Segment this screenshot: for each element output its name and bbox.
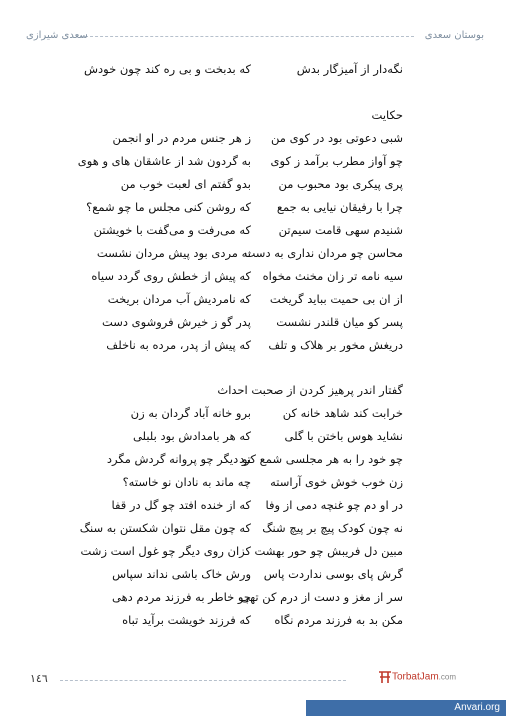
hemistich-second: که فرزند خویشت برآید تباه xyxy=(122,613,251,627)
hemistich-first: پری پیکری بود محبوب من xyxy=(278,177,403,191)
hemistich-second: که می‌رفت و می‌گفت با خویشتن xyxy=(93,223,251,237)
hemistich-first: مکن بد به فرزند مردم نگاه xyxy=(274,613,403,627)
hemistich-second: که پیش از پدر، مرده به ناخلف xyxy=(106,338,251,352)
hemistich-first: گرش پای بوسی نداردت پاس xyxy=(263,567,403,581)
hemistich-first: نگه‌دار از آمیزگار بدش xyxy=(296,62,403,76)
site-brand[interactable] xyxy=(378,670,456,684)
couplet xyxy=(0,586,506,608)
hemistich-second: چو خاطر به فرزند مردم دهی xyxy=(112,590,251,604)
hemistich-second: بدو گفتم ای لعبت خوب من xyxy=(120,177,251,191)
page-footer xyxy=(0,664,506,716)
couplet xyxy=(0,127,506,149)
hemistich-first: محاسن چو مردان نداری به دست xyxy=(244,246,403,260)
couplet xyxy=(0,540,506,562)
header-divider xyxy=(80,36,414,37)
hemistich-first: شبی دعوتی بود در کوی من xyxy=(271,131,403,145)
hemistich-first: از ان بی حمیت بباید گریخت xyxy=(269,292,403,306)
hemistich-second: ورش خاک باشی نداند سپاس xyxy=(112,567,251,581)
couplet xyxy=(0,517,506,539)
couplet xyxy=(0,609,506,631)
hemistich-first: مبین دل فریبش چو حور بهشت xyxy=(254,544,403,558)
hemistich-second: که هر بامدادش بود بلبلی xyxy=(132,429,251,443)
author-name: سعدی شیرازی xyxy=(26,30,88,41)
hemistich-second: که پیش از خطش روی گردد سیاه xyxy=(91,269,251,283)
poem-body xyxy=(0,58,506,668)
hemistich-second: چه ماند به نادان نو خاسته؟ xyxy=(122,475,251,489)
site-name: TorbatJam xyxy=(391,671,439,683)
hemistich-first: سیه نامه تر زان مخنث مخواه xyxy=(262,269,403,283)
couplet xyxy=(0,242,506,264)
couplet xyxy=(0,494,506,516)
hemistich-first: سر از مغز و دست از درم کن تهی xyxy=(240,590,403,604)
hemistich-second: که از خنده افتد چو گل در قفا xyxy=(111,498,251,512)
hemistich-second: ز هر جنس مردم در او انجمن xyxy=(112,131,251,145)
hemistich-first: شنیدم سهی قامت سیم‌تن xyxy=(278,223,403,237)
footer-divider xyxy=(60,680,346,681)
couplet xyxy=(0,58,506,80)
hemistich-second: که نامردیش آب مردان بریخت xyxy=(107,292,251,306)
hemistich-second: پدر گو ز خیرش فروشوی دست xyxy=(101,315,251,329)
page-header xyxy=(0,0,506,60)
section-title: حکایت xyxy=(371,108,403,122)
couplet xyxy=(0,219,506,241)
book-title: بوستان سعدی xyxy=(424,30,484,41)
couplet xyxy=(0,425,506,447)
hemistich-first: خرابت کند شاهد خانه کن xyxy=(282,406,403,420)
hemistich-first: زن خوب خوش خوی آراسته xyxy=(270,475,403,489)
hemistich-first: چرا با رفیقان نیایی به جمع xyxy=(276,200,403,214)
torbatjam-logo-icon xyxy=(378,670,392,684)
watermark-bar xyxy=(306,700,506,716)
hemistich-first: در او دم چو غنچه دمی از وفا xyxy=(265,498,403,512)
hemistich-second: به گردون شد از عاشقان های و هوی xyxy=(77,154,251,168)
section-title: گفتار اندر پرهیز کردن از صحبت احداث xyxy=(217,383,403,397)
hemistich-second: که بدبخت و بی ره کند چون خودش xyxy=(84,62,251,76)
couplet xyxy=(0,288,506,310)
couplet xyxy=(0,196,506,218)
hemistich-second: نه مردی بود پیش مردان نشست xyxy=(96,246,251,260)
hemistich-second: برو خانه آباد گردان به زن xyxy=(130,406,251,420)
couplet xyxy=(0,402,506,424)
hemistich-first: نشاید هوس باختن با گلی xyxy=(284,429,403,443)
couplet xyxy=(0,448,506,470)
couplet xyxy=(0,563,506,585)
watermark-text: Anvari.org xyxy=(454,702,500,713)
hemistich-second: که چون مقل نتوان شکستن به سنگ xyxy=(79,521,251,535)
hemistich-first: دریغش مخور بر هلاک و تلف xyxy=(268,338,403,352)
hemistich-first: نه چون کودک پیچ بر پیچ شنگ xyxy=(262,521,403,535)
couplet xyxy=(0,265,506,287)
page-number: ١٤٦ xyxy=(30,672,48,685)
hemistich-first: پسر کو میان قلندر نشست xyxy=(276,315,403,329)
hemistich-first: چو آواز مطرب برآمد ز کوی xyxy=(270,154,403,168)
site-suffix: .com xyxy=(438,672,456,682)
couplet xyxy=(0,150,506,172)
hemistich-second: کزان روی دیگر چو غول است زشت xyxy=(80,544,251,558)
hemistich-first: چو خود را به هر مجلسی شمع کرد xyxy=(239,452,403,466)
couplet xyxy=(0,334,506,356)
couplet xyxy=(0,173,506,195)
couplet xyxy=(0,471,506,493)
couplet xyxy=(0,311,506,333)
hemistich-second: که روشن کنی مجلس ما چو شمع؟ xyxy=(86,200,251,214)
hemistich-second: تو دیگر چو پروانه گردش مگرد xyxy=(106,452,251,466)
